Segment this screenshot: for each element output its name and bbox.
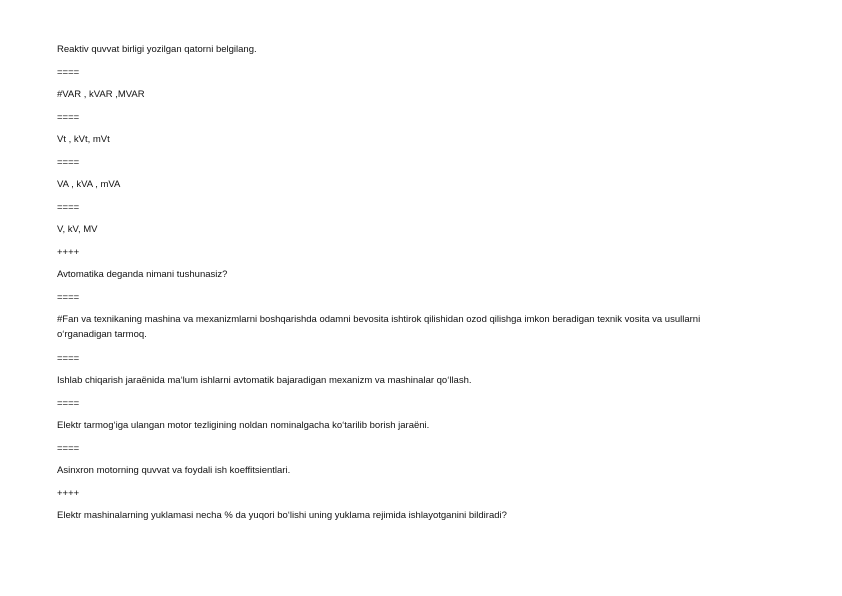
answer-option: Asinxron motorning quvvat va foydali ish koeffitsientlari. <box>57 465 291 476</box>
separator: ==== <box>57 291 80 303</box>
question-divider: ++++ <box>57 246 80 258</box>
answer-correct: #Fan va texnikaning mashina va mexanizmlarni boshqarishda odamni bevosita ishtirok qilishidan ozod qilishga imkon beradigan texnik vosita va usullarni oʻrganadigan tarmoq. <box>57 314 701 340</box>
separator: ==== <box>57 111 80 123</box>
separator: ==== <box>57 66 80 78</box>
separator: ==== <box>57 352 80 364</box>
question-divider: ++++ <box>57 487 80 499</box>
question-2-text: Avtomatika deganda nimani tushunasiz? <box>57 269 228 280</box>
question-1-text: Reaktiv quvvat birligi yozilgan qatorni belgilang. <box>57 44 257 55</box>
question-3-text: Elektr mashinalarning yuklamasi necha % da yuqori boʻlishi uning yuklama rejimida ishlayotganini bildiradi? <box>57 510 507 521</box>
answer-option: V, kV, MV <box>57 224 98 235</box>
answer-option: VA , kVA , mVA <box>57 179 121 190</box>
separator: ==== <box>57 442 80 454</box>
answer-option: Vt , kVt, mVt <box>57 134 110 145</box>
answer-correct: #VAR , kVAR ,MVAR <box>57 89 145 100</box>
document-content <box>57 43 757 532</box>
answer-option: Elektr tarmogʻiga ulangan motor tezligining noldan nominalgacha koʻtarilib borish jaraёni. <box>57 420 430 431</box>
answer-option: Ishlab chiqarish jaraёnida maʻlum ishlarni avtomatik bajaradigan mexanizm va mashinalar qoʻllash. <box>57 375 472 386</box>
separator: ==== <box>57 397 80 409</box>
separator: ==== <box>57 201 80 213</box>
separator: ==== <box>57 156 80 168</box>
